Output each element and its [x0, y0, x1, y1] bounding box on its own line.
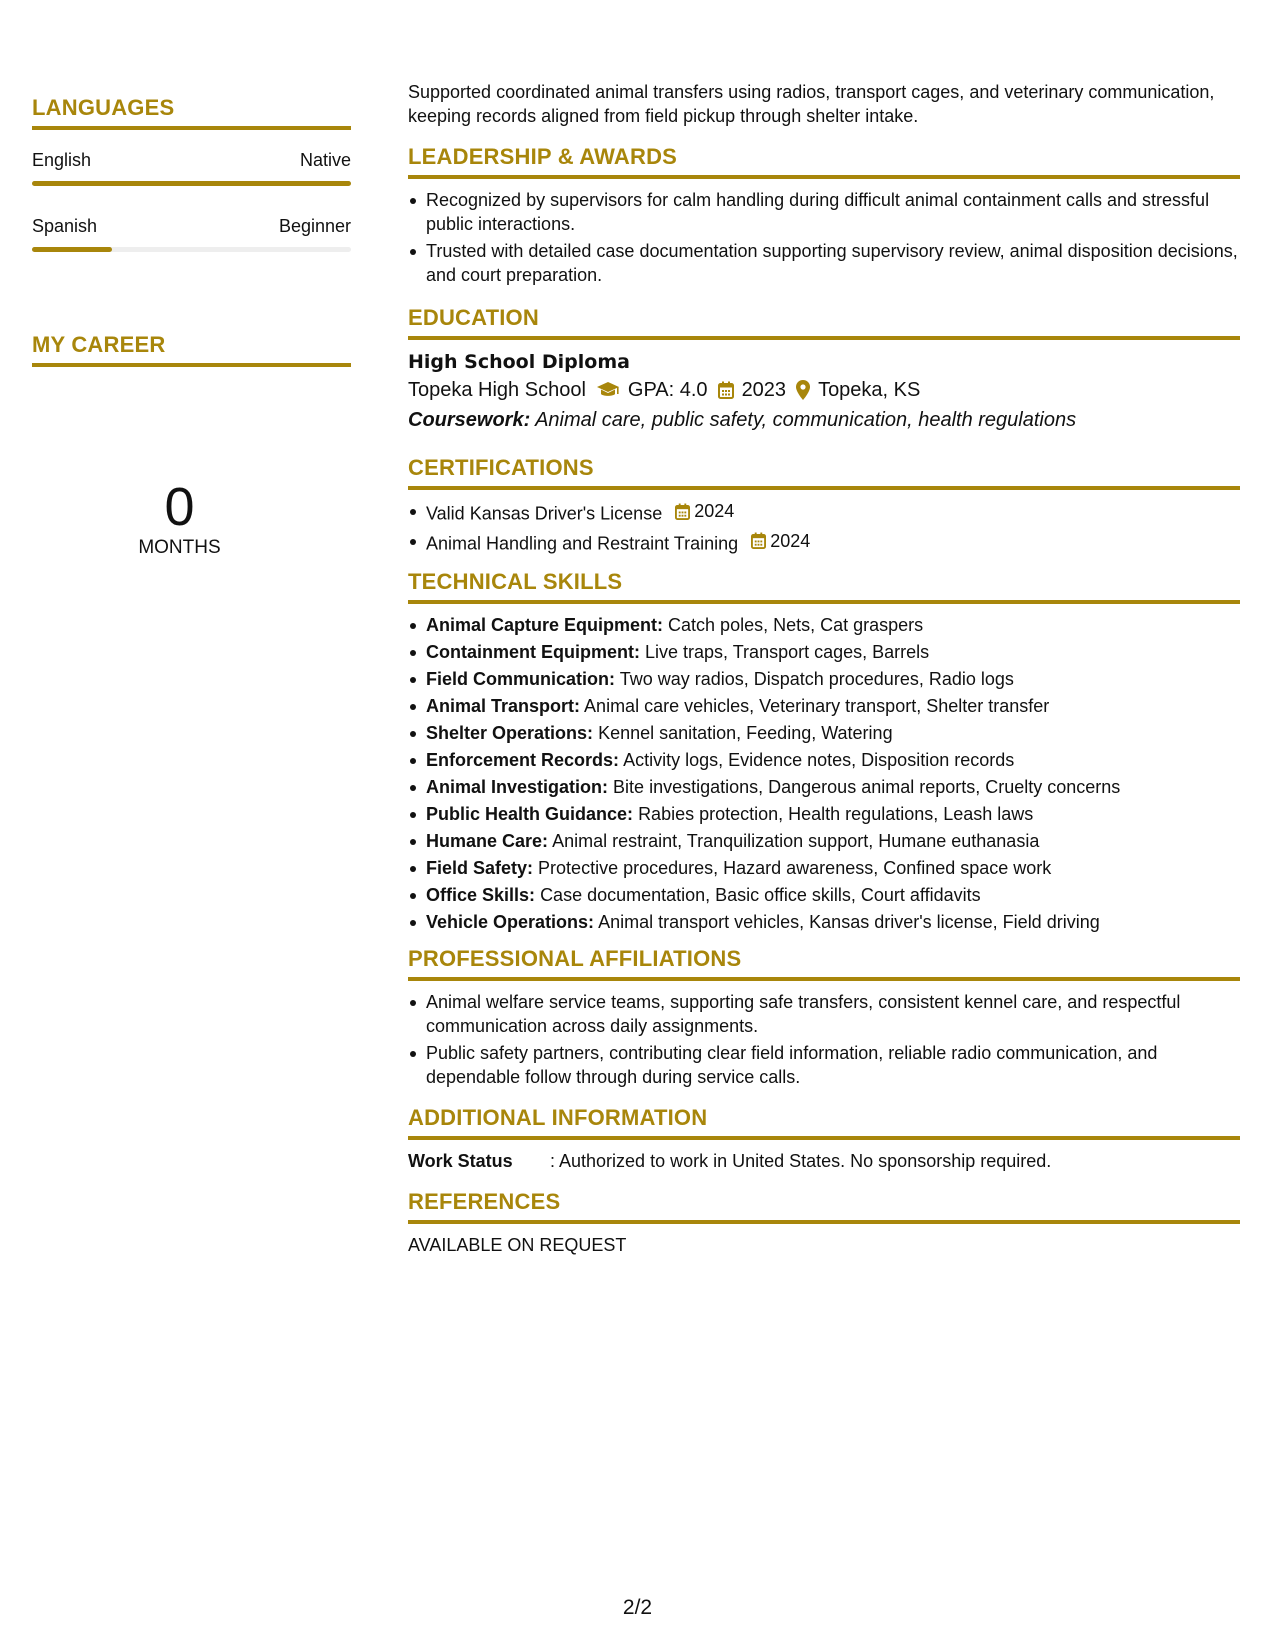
list-item: Public safety partners, contributing clear field information, reliable radio communication, and dependable follow through during service calls. — [408, 1041, 1240, 1089]
skill-values: Animal transport vehicles, Kansas driver's license, Field driving — [598, 912, 1100, 932]
additional-info-section — [408, 1105, 1240, 1173]
language-name: Spanish — [32, 216, 98, 236]
technical-skills-section — [408, 569, 1240, 934]
list-item — [408, 667, 1240, 691]
language-level: Beginner — [278, 216, 351, 236]
skill-category: Animal Capture Equipment: — [426, 615, 664, 635]
list-item — [408, 499, 1240, 526]
skill-values: Bite investigations, Dangerous animal reports, Cruelty concerns — [613, 777, 1121, 797]
map-pin-icon — [796, 380, 810, 400]
skill-category: Office Skills: — [426, 885, 536, 905]
education-section — [408, 305, 1240, 435]
list-item — [408, 883, 1240, 907]
language-level: Native — [299, 150, 351, 170]
language-proficiency-fill — [32, 247, 112, 252]
skill-values: Rabies protection, Health regulations, Leash laws — [638, 804, 1034, 824]
list-item: Animal welfare service teams, supporting safe transfers, consistent kennel care, and respectful communication across daily assignments. — [408, 990, 1240, 1038]
skill-values: Kennel sanitation, Feeding, Watering — [598, 723, 893, 743]
affiliations-heading: PROFESSIONAL AFFILIATIONS — [408, 946, 1240, 981]
skill-values: Protective procedures, Hazard awareness, Confined space work — [538, 858, 1052, 878]
skill-values: Activity logs, Evidence notes, Disposition records — [623, 750, 1015, 770]
skill-values: Catch poles, Nets, Cat graspers — [668, 615, 924, 635]
affiliations-section — [408, 946, 1240, 1089]
skill-values: Case documentation, Basic office skills, Court affidavits — [540, 885, 981, 905]
language-name: English — [32, 150, 92, 170]
references-section — [408, 1189, 1240, 1257]
education-degree: High School Diploma — [408, 351, 630, 373]
language-proficiency-bar — [32, 247, 351, 252]
education-coursework — [408, 405, 1240, 435]
education-heading: EDUCATION — [408, 305, 1240, 340]
education-school: Topeka High School — [408, 379, 586, 401]
skill-category: Field Safety: — [426, 858, 534, 878]
page-number: 2/2 — [622, 1596, 653, 1619]
technical-skills-heading: TECHNICAL SKILLS — [408, 569, 1240, 604]
skill-category: Vehicle Operations: — [426, 912, 595, 932]
career-months-count: 0 — [164, 477, 195, 537]
work-status-label: Work Status — [408, 1151, 513, 1171]
main-content — [408, 80, 1240, 1257]
education-location: Topeka, KS — [818, 379, 921, 401]
skill-category: Containment Equipment: — [426, 642, 640, 662]
list-item — [408, 529, 1240, 556]
list-item — [408, 910, 1240, 934]
coursework-value: Animal care, public safety, communication, health regulations — [535, 409, 1077, 431]
skill-category: Public Health Guidance: — [426, 804, 634, 824]
career-duration — [32, 479, 327, 559]
list-item — [408, 829, 1240, 853]
list-item — [408, 721, 1240, 745]
references-text: AVAILABLE ON REQUEST — [408, 1235, 627, 1255]
list-item — [408, 802, 1240, 826]
language-entry-english — [32, 150, 351, 186]
languages-heading: LANGUAGES — [32, 95, 351, 130]
leadership-section — [408, 144, 1240, 287]
calendar-icon — [675, 503, 690, 520]
certification-name: Valid Kansas Driver's License — [426, 503, 663, 524]
certifications-section — [408, 455, 1240, 555]
career-heading: MY CAREER — [32, 332, 351, 367]
calendar-icon — [718, 381, 734, 399]
skill-category: Humane Care: — [426, 831, 549, 851]
skill-values: Animal restraint, Tranquilization support, Humane euthanasia — [552, 831, 1040, 851]
education-year: 2023 — [741, 379, 787, 401]
additional-info-heading: ADDITIONAL INFORMATION — [408, 1105, 1240, 1140]
certification-year: 2024 — [694, 501, 735, 521]
list-item — [408, 613, 1240, 637]
certification-name: Animal Handling and Restraint Training — [426, 533, 739, 553]
list-item: Trusted with detailed case documentation supporting supervisory review, animal disposition decisions, and court preparation. — [408, 239, 1240, 287]
education-gpa: GPA: 4.0 — [627, 379, 708, 401]
language-proficiency-bar — [32, 181, 351, 186]
certifications-heading: CERTIFICATIONS — [408, 455, 1240, 490]
language-proficiency-fill — [32, 181, 351, 186]
skill-values: Live traps, Transport cages, Barrels — [645, 642, 930, 662]
certification-year: 2024 — [770, 530, 811, 551]
list-item — [408, 856, 1240, 880]
graduation-cap-icon — [596, 381, 620, 399]
skill-category: Animal Investigation: — [426, 777, 609, 797]
experience-continued-text: Supported coordinated animal transfers using radios, transport cages, and veterinary communication, keeping records aligned from field pickup through shelter intake. — [408, 82, 1215, 126]
list-item — [408, 748, 1240, 772]
list-item — [408, 640, 1240, 664]
education-details — [408, 375, 1240, 405]
skills-list — [408, 613, 1240, 934]
skill-values: Animal care vehicles, Veterinary transport, Shelter transfer — [584, 696, 1050, 716]
list-item — [408, 694, 1240, 718]
calendar-icon — [751, 532, 766, 549]
skill-category: Animal Transport: — [426, 696, 581, 716]
references-heading: REFERENCES — [408, 1189, 1240, 1224]
work-status-value: : Authorized to work in United States. No sponsorship required. — [550, 1151, 1052, 1171]
leadership-heading: LEADERSHIP & AWARDS — [408, 144, 1240, 179]
skill-category: Field Communication: — [426, 669, 615, 689]
career-months-label: MONTHS — [138, 537, 221, 558]
coursework-label: Coursework: — [408, 409, 531, 431]
language-entry-spanish — [32, 216, 351, 252]
list-item — [408, 775, 1240, 799]
skill-category: Shelter Operations: — [426, 723, 594, 743]
sidebar — [32, 95, 351, 559]
skill-category: Enforcement Records: — [426, 750, 620, 770]
skill-values: Two way radios, Dispatch procedures, Radio logs — [619, 669, 1014, 689]
list-item: Recognized by supervisors for calm handling during difficult animal containment calls and stressful public interactions. — [408, 188, 1240, 236]
